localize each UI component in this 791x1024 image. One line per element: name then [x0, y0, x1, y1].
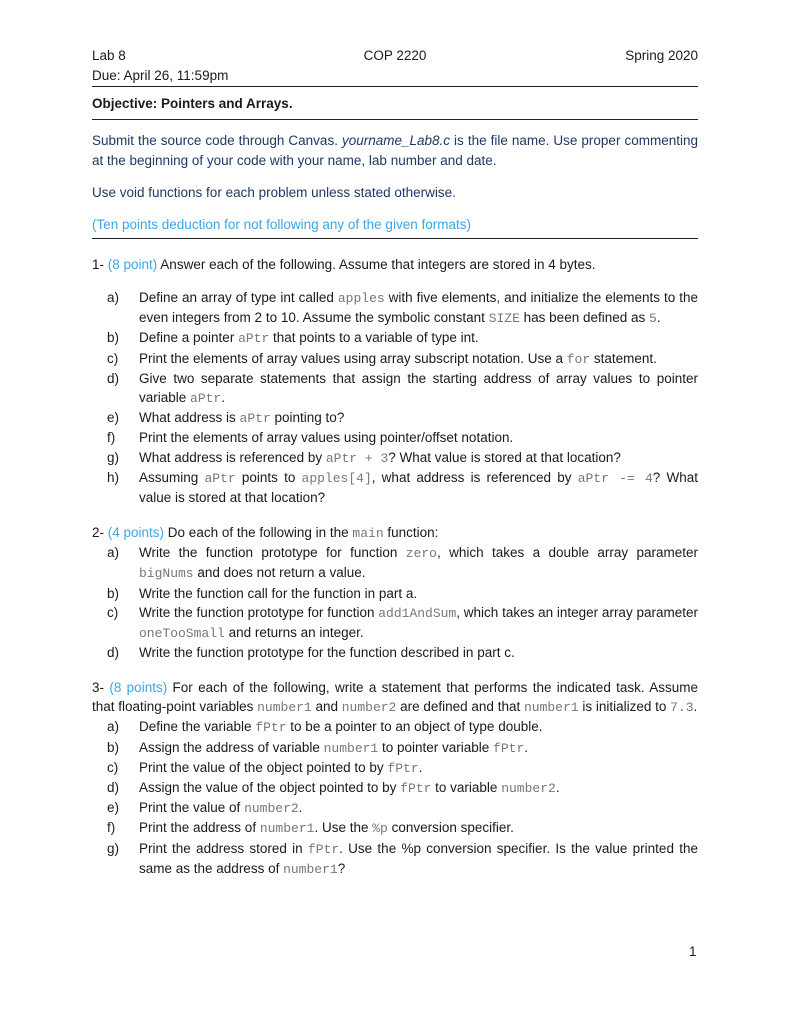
deduction-note: (Ten points deduction for not following any of the given formats)	[92, 217, 471, 232]
list-item: b) Write the function call for the function in part a.	[107, 585, 418, 601]
question-2-items	[92, 543, 698, 662]
lab-number: Lab 8	[92, 48, 126, 63]
list-item: a) Write the function prototype for function zero, which takes a double array parameter bigNums and does not return a value.	[107, 545, 698, 582]
list-item: a) Define the variable fPtr to be a pointer to an object of type double.	[107, 719, 543, 736]
list-item: f) Print the address of number1. Use the %p conversion specifier.	[107, 820, 514, 837]
question-1: 1- (8 point) Answer each of the following. Assume that integers are stored in 4 bytes.	[92, 257, 596, 272]
question-3: 3- (8 points) For each of the following, write a statement that performs the indicated task. Assume that floating-point variables number1 and number2 are defined and that number1 is initialized to 7.3.	[92, 680, 699, 716]
question-3-items	[92, 717, 698, 879]
question-1-points: (8 point)	[107, 257, 158, 272]
file-name: yourname_Lab8.c	[341, 133, 451, 148]
document-page	[92, 46, 698, 879]
list-item: d) Assign the value of the object pointed to by fPtr to variable number2.	[107, 780, 560, 797]
list-item: a) Define an array of type int called apples with five elements, and initialize the elements to the even integers from 2 to 10. Assume the symbolic constant SIZE has been defined as 5.	[107, 290, 699, 327]
question-3-points: (8 points)	[109, 680, 168, 696]
header-row	[92, 46, 698, 66]
list-item: e) Print the value of number2.	[107, 800, 303, 817]
list-item: c) Print the value of the object pointed to by fPtr.	[107, 759, 423, 776]
due-date: Due: April 26, 11:59pm	[92, 68, 229, 83]
list-item: d) Give two separate statements that assign the starting address of array values to pointer variable aPtr.	[107, 370, 698, 407]
list-item: f) Print the elements of array values using pointer/offset notation.	[107, 430, 514, 446]
list-item: c) Print the elements of array values using array subscript notation. Use a for statement.	[107, 350, 657, 367]
list-item: g) What address is referenced by aPtr + 3? What value is stored at that location?	[107, 449, 621, 466]
list-item: c) Write the function prototype for function add1AndSum, which takes an integer array parameter oneTooSmall and returns an integer.	[107, 604, 698, 642]
void-functions-note: Use void functions for each problem unless stated otherwise.	[92, 185, 456, 200]
term: Spring 2020	[625, 48, 698, 63]
page-number: 1	[689, 944, 697, 959]
question-1-items	[92, 288, 698, 507]
question-2-points: (4 points)	[107, 525, 165, 541]
submission-instructions: Submit the source code through Canvas. yourname_Lab8.c is the file name. Use proper commenting at the beginning of your code with your name, lab number and date.	[92, 133, 698, 168]
question-2: 2- (4 points) Do each of the following in the main function:	[92, 525, 439, 542]
list-item: d) Write the function prototype for the function described in part c.	[107, 645, 515, 661]
list-item: b) Define a pointer aPtr that points to a variable of type int.	[107, 330, 479, 347]
divider	[92, 238, 698, 239]
list-item: g) Print the address stored in fPtr. Use the %p conversion specifier. Is the value printed the same as the address of number1?	[107, 840, 698, 877]
list-item: h) Assuming aPtr points to apples[4], what address is referenced by aPtr -= 4? What value is stored at that location?	[107, 469, 698, 506]
list-item: e) What address is aPtr pointing to?	[107, 410, 345, 427]
objective-heading: Objective: Pointers and Arrays.	[92, 96, 293, 111]
course-code: COP 2220	[363, 48, 427, 63]
list-item: b) Assign the address of variable number1 to pointer variable fPtr.	[107, 739, 529, 756]
instructions	[92, 120, 698, 238]
